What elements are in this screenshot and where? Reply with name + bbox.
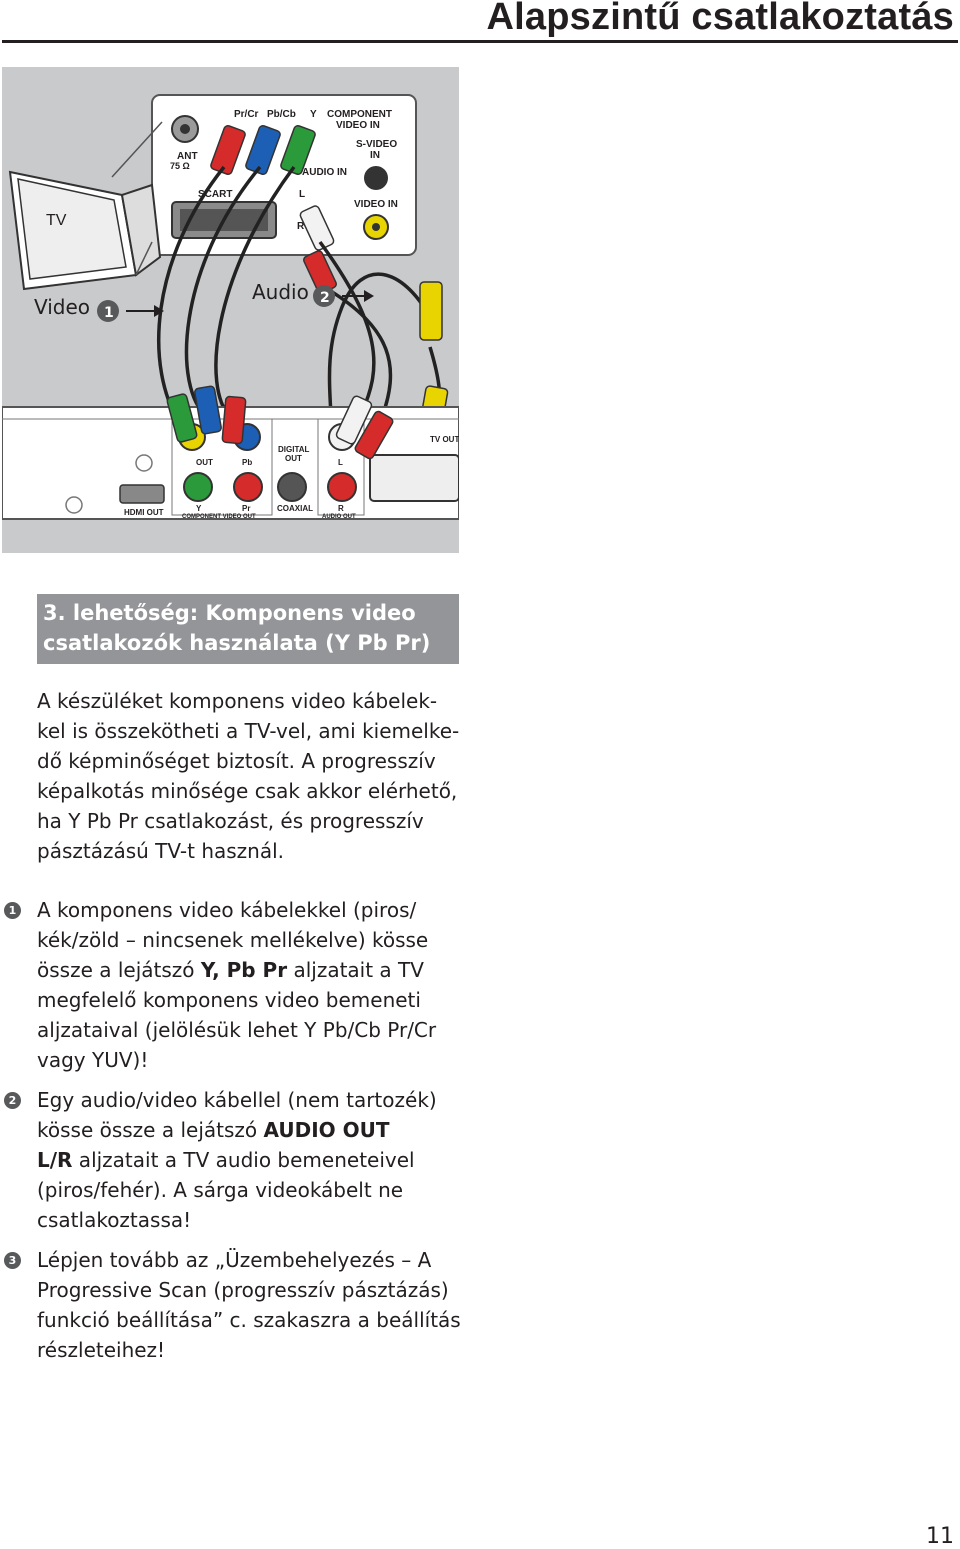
audio-out-label: AUDIO OUT [322,514,356,520]
pr-jack [234,473,262,501]
hdmi-out-label: HDMI OUT [124,508,164,517]
page-number: 11 [926,1524,954,1549]
component-video-out-label: COMPONENT VIDEO OUT [182,514,256,520]
section-heading-line-1: 3. lehetőség: Komponens video [43,601,416,625]
step-line: csatlakoztassa! [37,1208,192,1232]
pb-cb-label: Pb/Cb [267,109,296,120]
bold-run: AUDIO OUT [263,1118,390,1142]
audio-out-r-jack [328,473,356,501]
audio-in-label: AUDIO IN [302,167,347,178]
step-2-number-badge: 2 [4,1092,21,1109]
y-label-player: Y [196,504,202,513]
step-line: A komponens video kábelekkel (piros/ [37,898,417,922]
pb-label-player: Pb [242,458,253,467]
hdmi-out-socket [120,485,164,503]
video-in-label: VIDEO IN [354,199,398,210]
coaxial-label: COAXIAL [277,504,313,513]
title-rule [2,40,958,43]
tv-out-label: TV OUT [430,435,459,444]
intro-line: képalkotás minősége csak akkor elérhető, [37,779,458,803]
step-2-text [37,1085,465,1235]
pr-cr-label: Pr/Cr [234,109,259,120]
step-1-text [37,895,465,1075]
step-line: Lépjen tovább az „Üzembehelyezés – A [37,1248,432,1272]
step-line: funkció beállítása” c. szakaszra a beállítás [37,1308,461,1332]
page-title: Alapszintű csatlakoztatás [486,0,954,38]
callout-audio-num: 2 [320,290,330,306]
callout-audio: Audio [252,280,309,304]
s-video-jack [364,166,388,190]
bold-run: Y, Pb Pr [200,958,288,982]
s-video-label-2: IN [370,150,380,161]
intro-line: kel is összekötheti a TV-vel, ami kiemelke- [37,719,460,743]
y-label-tv: Y [310,109,317,120]
audio-out-l-label: L [338,458,343,467]
step-line: kösse össze a lejátszó AUDIO OUT [37,1118,390,1142]
component-video-in-label-2: VIDEO IN [336,120,380,131]
out-label: OUT [196,458,213,467]
intro-line: A készüléket komponens video kábelek- [37,689,438,713]
step-line: Egy audio/video kábellel (nem tartozék) [37,1088,437,1112]
ant-sub-label: 75 Ω [170,161,190,171]
step-line: vagy YUV)! [37,1048,149,1072]
step-line: (piros/fehér). A sárga videokábelt ne [37,1178,404,1202]
step-1-number-badge: 1 [4,902,21,919]
intro-paragraph [37,686,465,866]
tv-icon [10,122,162,289]
section-heading-line-2: csatlakozók használata (Y Pb Pr) [43,631,431,655]
bold-run: L/R [37,1148,73,1172]
scart-label: SCART [198,189,233,200]
step-line: Progressive Scan (progresszív pásztázás) [37,1278,449,1302]
intro-line: ha Y Pb Pr csatlakozást, és progresszív [37,809,424,833]
pr-label-player: Pr [242,504,251,513]
callout-video: Video [34,295,91,319]
audio-in-r-label: R [297,221,305,232]
section-heading-box [37,594,459,664]
step-line: kék/zöld – nincsenek mellékelve) kösse [37,928,429,952]
digital-out-label-2: OUT [285,454,302,463]
y-jack [184,473,212,501]
step-line: megfelelő komponens video bemeneti [37,988,421,1012]
tv-label: TV [46,212,67,229]
step-line: aljzataival (jelölésük lehet Y Pb/Cb Pr/Cr [37,1018,437,1042]
intro-line: pásztázású TV-t használ. [37,839,285,863]
tv-out-scart [370,455,459,501]
coaxial-jack [278,473,306,501]
step-line: össze a lejátszó Y, Pb Pr aljzatait a TV [37,958,424,982]
digital-out-label-1: DIGITAL [278,445,310,454]
s-video-label-1: S-VIDEO [356,139,398,150]
step-3-text [37,1245,465,1365]
audio-in-l-label: L [299,189,306,200]
yellow-plug-top [420,282,442,340]
component-video-in-label-1: COMPONENT [327,109,392,120]
intro-line: dő képminőséget biztosít. A progresszív [37,749,436,773]
step-line: részleteihez! [37,1338,166,1362]
audio-out-r-label: R [338,504,344,513]
connection-diagram [2,67,459,553]
ant-label: ANT [177,151,198,162]
step-line: L/R aljzatait a TV audio bemeneteivel [37,1148,415,1172]
step-3-number-badge: 3 [4,1252,21,1269]
callout-video-num: 1 [104,305,114,321]
